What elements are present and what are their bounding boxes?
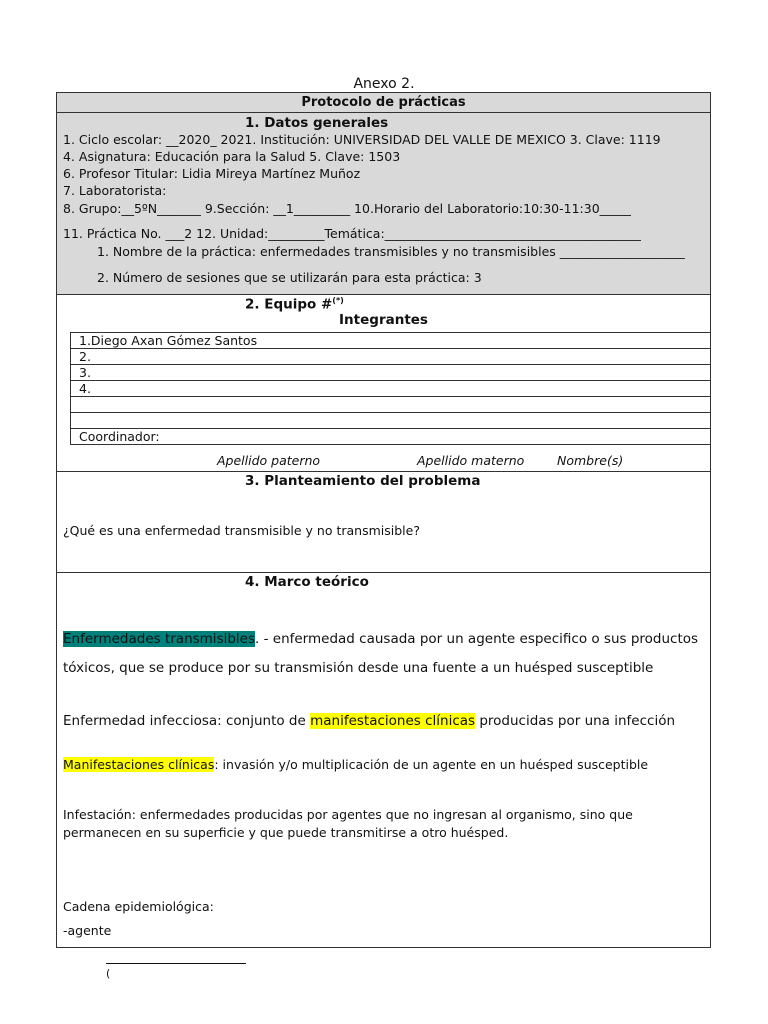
group-line: 8. Grupo:__5ºN_______ 9.Sección: __1_________ 10.Horario del Laboratorio:10:30-11:30_____ [63, 201, 631, 216]
label-first-names: Nombre(s) [557, 453, 624, 468]
member-row-4: 4. [71, 381, 711, 397]
transmissible-definition-a: . - enfermedad causada por un agente especifico o sus productos [255, 631, 699, 647]
team-section [56, 294, 711, 472]
subject-line: 4. Asignatura: Educación para la Salud 5. Clave: 1503 [63, 149, 401, 164]
member-row-2: 2. [71, 349, 711, 365]
members-table [70, 332, 711, 445]
footnote-separator [106, 963, 246, 964]
theory-heading: 4. Marco teórico [245, 574, 369, 590]
general-data-heading: 1. Datos generales [245, 115, 389, 131]
label-paternal-surname: Apellido paterno [217, 453, 321, 468]
problem-heading: 3. Planteamiento del problema [245, 473, 481, 489]
epidemiological-chain-label: Cadena epidemiológica: [63, 899, 214, 914]
problem-question: ¿Qué es una enfermedad transmisible y no transmisible? [63, 523, 420, 538]
member-row-3: 3. [71, 365, 711, 381]
practice-name-item: 1. Nombre de la práctica: enfermedades transmisibles y no transmisibles ____________________ [97, 244, 685, 259]
clinical-manifestations-term: Manifestaciones clínicas [63, 757, 215, 772]
team-heading [245, 296, 344, 313]
general-data-section [56, 112, 711, 295]
practice-line: 11. Práctica No. ___2 12. Unidad:_________Temática:_________________________________________ [63, 226, 641, 241]
problem-section [56, 471, 711, 573]
member-row-5 [71, 397, 711, 413]
theory-section [56, 572, 711, 948]
cycle-line: 1. Ciclo escolar: __2020_ 2021. Institución: UNIVERSIDAD DEL VALLE DE MEXICO 3. Clave: 1119 [63, 132, 661, 147]
clinical-manifestations-term-inline: manifestaciones clínicas [310, 713, 476, 729]
transmissible-definition-line2: tóxicos, que se produce por su transmisión desde una fuente a un huésped susceptible [63, 660, 654, 676]
members-heading: Integrantes [339, 312, 428, 328]
transmissible-definition-line1 [63, 629, 698, 649]
sessions-item: 2. Número de sesiones que se utilizarán para esta práctica: 3 [97, 270, 482, 285]
infectious-disease-definition [63, 711, 675, 731]
clinical-manifestations-rest: : invasión y/o multiplicación de un agente en un huésped susceptible [214, 757, 649, 772]
lab-technician-line: 7. Laboratorista: [63, 183, 167, 198]
team-heading-footnote-ref: (*) [332, 296, 344, 305]
annex-title: Anexo 2. [353, 76, 415, 92]
transmissible-term: Enfermedades transmisibles [63, 631, 256, 647]
infectious-disease-rest: producidas por una infección [475, 713, 676, 729]
professor-line: 6. Profesor Titular: Lidia Mireya Martínez Muñoz [63, 166, 361, 181]
clinical-manifestations-definition [63, 755, 648, 775]
infectious-disease-label: Enfermedad infecciosa: conjunto de [63, 713, 311, 729]
footnote-mark: ( [106, 967, 111, 980]
agent-item: -agente [63, 923, 112, 938]
member-row-6 [71, 413, 711, 429]
protocol-title: Protocolo de prácticas [56, 92, 711, 113]
coordinator-row: Coordinador: [71, 429, 711, 445]
infestation-definition: Infestación: enfermedades producidas por agentes que no ingresan al organismo, sino que permanecen en su superficie y que puede transmitirse a otro huésped. [63, 807, 633, 840]
team-heading-text: 2. Equipo # [245, 296, 333, 313]
label-maternal-surname: Apellido materno [417, 453, 525, 468]
member-row-1: 1.Diego Axan Gómez Santos [71, 333, 711, 349]
